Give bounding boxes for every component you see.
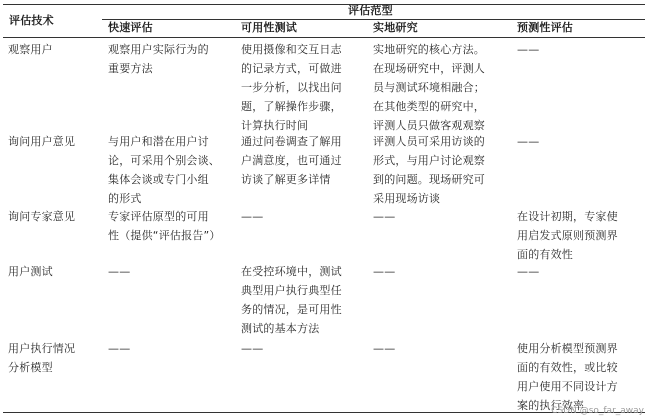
table-cell-line: 题，了解操作步骤， (241, 100, 342, 113)
table-cell-line: 在其他类型的研究中， (373, 100, 485, 113)
header-paradigm: 评估范型 (348, 4, 393, 17)
table-cell-line: 测试的基本方法 (241, 322, 320, 335)
column-header: 实地研究 (373, 21, 418, 34)
column-header: 快速评估 (108, 21, 153, 34)
table-cell-line: 使用摄像和交互日志 (241, 43, 342, 56)
table-cell-line: 专家评估原型的可用 (108, 210, 209, 223)
column-header: 预测性评估 (517, 21, 573, 34)
row-technique-label: 用户测试 (8, 265, 53, 278)
table-cell-line: —— (517, 265, 540, 278)
table-cell-line: 典型用户执行典型任 (241, 284, 342, 297)
table-cell-line: 评测人员可采用访谈的 (373, 135, 485, 148)
table-cell-line: 在现场研究中，评测人 (373, 62, 485, 75)
table-cell-line: —— (373, 265, 396, 278)
table-cell-line: 采用现场访谈 (373, 192, 441, 205)
table-cell-line: 访谈了解更多详情 (241, 173, 331, 186)
table-cell-line: 论，可采用个别会谈、 (108, 154, 220, 167)
table-cell-line: 通过问卷调查了解用 (241, 135, 342, 148)
table-cell-line: —— (108, 342, 131, 355)
table-cell-line: 重要方法 (108, 62, 153, 75)
table-cell-line: 在受控环境中，测试 (241, 265, 342, 278)
table-cell-line: 形式，与用户讨论观察 (373, 154, 485, 167)
row-technique-label: 用户执行情况 (8, 342, 76, 355)
watermark: CSDN @so_far_away (551, 406, 644, 416)
table-cell-line: 的记录方式，可做进 (241, 62, 342, 75)
table-cell-line: 用户使用不同设计方 (517, 380, 618, 393)
table-cell-line: —— (241, 210, 264, 223)
header-technique: 评估技术 (9, 14, 54, 27)
table-cell-line: 到的问题。现场研究可 (373, 173, 485, 186)
table-cell-line: 评测人员只做客观观察 (373, 119, 485, 132)
table-cell-line: 计算执行时间 (241, 119, 309, 132)
row-technique-label: 询问专家意见 (8, 210, 76, 223)
table-cell-line: 性（提供“评估报告”） (108, 229, 221, 242)
table-cell-line: 观察用户实际行为的 (108, 43, 209, 56)
table-cell-line: 户满意度，也可通过 (241, 154, 342, 167)
table-cell-line: 使用分析模型预测界 (517, 342, 618, 355)
column-header: 可用性测试 (241, 21, 297, 34)
table-cell-line: 员与测试环境相融合； (373, 81, 485, 94)
table-cell-line: 一步分析，以找出问 (241, 81, 342, 94)
table-cell-line: 实地研究的核心方法。 (373, 43, 485, 56)
table-cell-line: 面的有效性，或比较 (517, 361, 618, 374)
table-cell-line: 案的执行效率 (517, 399, 585, 412)
table-cell-line: 与用户和潜在用户讨 (108, 135, 209, 148)
top-rule (3, 4, 645, 5)
table-cell-line: —— (241, 342, 264, 355)
header-bottom-rule (3, 37, 645, 38)
table-cell-line: 的形式 (108, 192, 142, 205)
table-cell-line: —— (517, 135, 540, 148)
row-technique-label: 询问用户意见 (8, 135, 76, 148)
table-cell-line: —— (373, 210, 396, 223)
table-cell-line: 在设计初期，专家使 (517, 210, 618, 223)
table-cell-line: 集体会谈或专门小组 (108, 173, 209, 186)
table-cell-line: —— (517, 43, 540, 56)
table-cell-line: 用启发式原则预测界 (517, 229, 618, 242)
row-technique-label: 分析模型 (8, 361, 53, 374)
table-cell-line: —— (373, 342, 396, 355)
table-cell-line: 面的有效性 (517, 248, 573, 261)
row-technique-label: 观察用户 (8, 43, 53, 56)
table-cell-line: —— (108, 265, 131, 278)
table-cell-line: 务的情况，是可用性 (241, 303, 342, 316)
